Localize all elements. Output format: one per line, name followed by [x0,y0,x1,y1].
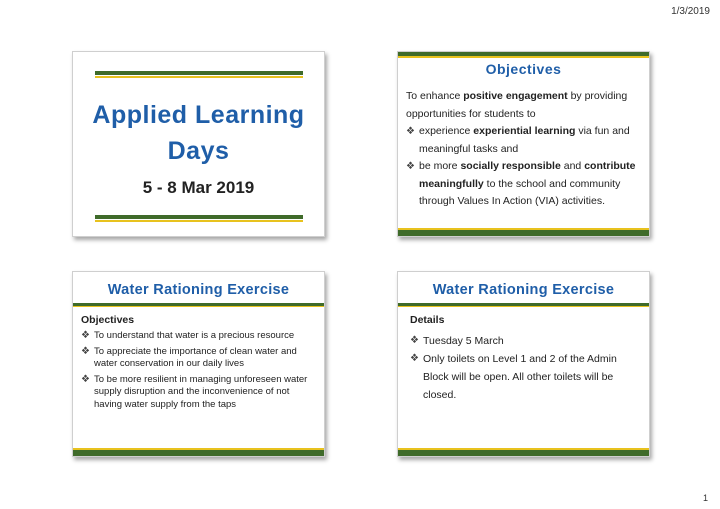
diamond-bullet-icon: ❖ [406,161,415,172]
diamond-bullet-icon: ❖ [81,345,90,357]
diamond-bullet-icon: ❖ [406,126,415,137]
title-top-rule [95,71,303,78]
title-line-2: Days [167,137,230,165]
heading-rule [398,303,649,307]
diamond-bullet-icon: ❖ [410,353,419,364]
diamond-bullet-icon: ❖ [81,373,90,385]
list-item: ❖ To understand that water is a precious resource [81,330,295,341]
slide-body [410,332,635,404]
event-dates: 5 - 8 Mar 2019 [142,178,255,197]
diamond-bullet-icon: ❖ [81,330,90,341]
list-item: ❖ Only toilets on Level 1 and 2 of the Admin Block will be open. All other toilets will be closed. [410,350,635,404]
list-item: ❖ be more socially responsible and contribute meaningfully to the school and community through Values In Action (VIA) activities. [406,158,639,211]
slide-heading: Water Rationing Exercise [107,282,290,298]
slide-top-rule [398,52,649,58]
list-item: ❖ experience experiential learning via fun and meaningful tasks and [406,123,639,158]
title-line-1: Applied Learning [92,101,305,129]
slide-water-details [397,271,650,457]
slide-body [81,330,310,414]
slide-body [406,88,639,211]
section-label: Objectives [81,314,135,326]
slide-water-objectives [72,271,325,457]
list-item: ❖ Tuesday 5 March [410,332,635,350]
list-item: ❖ To appreciate the importance of clean water and water conservation in our daily lives [81,345,297,369]
diamond-bullet-icon: ❖ [410,335,419,346]
page-date: 1/3/2019 [671,6,710,17]
section-label: Details [410,314,445,326]
slide-bottom-rule-green [398,450,649,456]
slide-bottom-rule-green [73,450,324,456]
slide-objectives [397,51,650,237]
intro-text: To enhance positive engagement by providing opportunities for students to [406,90,628,120]
slide-title [72,51,325,237]
slide-main-title [73,97,324,169]
list-item: ❖ To be more resilient in managing unforeseen water supply disruption and the inconvenience of not having water supply from the taps [81,373,308,410]
slide-heading: Water Rationing Exercise [432,282,615,298]
heading-rule [73,303,324,307]
title-bottom-rule [95,215,303,222]
slide-heading: Objectives [485,61,562,77]
slide-bottom-rule-green [398,230,649,236]
page-number: 1 [702,493,708,503]
